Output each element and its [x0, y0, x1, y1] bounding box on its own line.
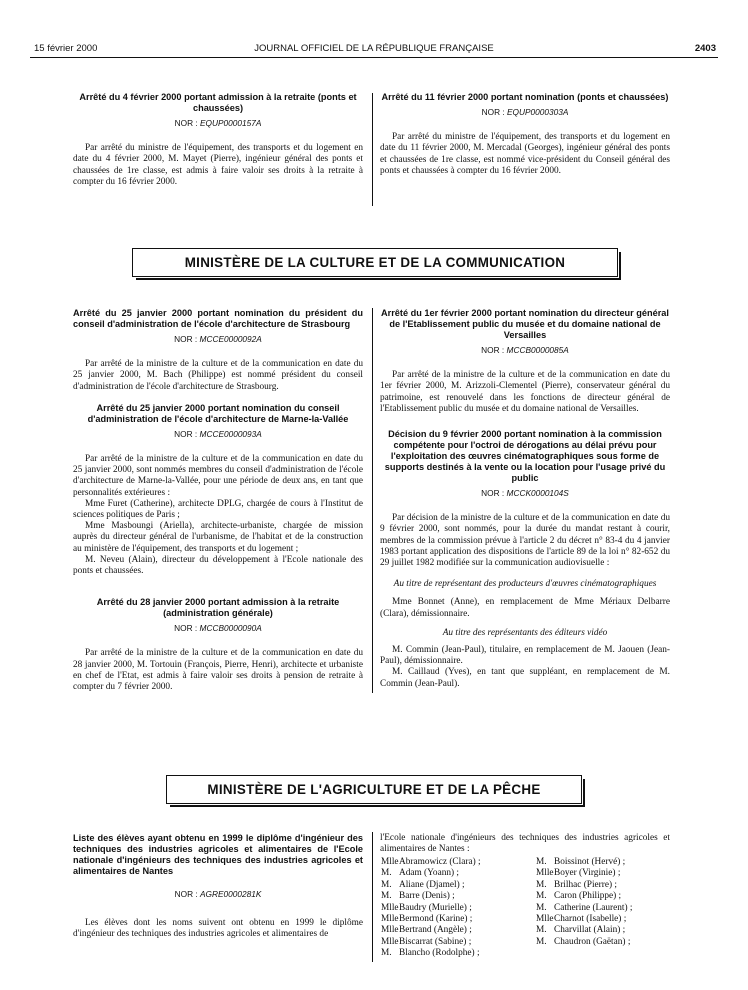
article-title: Arrêté du 25 janvier 2000 portant nomination du président du conseil d'administration de l'école d'architecture de Strasbourg [73, 308, 363, 329]
graduate-list-item [536, 891, 632, 902]
ministry-heading-agriculture: MINISTÈRE DE L'AGRICULTURE ET DE LA PÊCHE [166, 775, 582, 804]
article-title: Arrêté du 25 janvier 2000 portant nomination du conseil d'administration de l'école d'architecture de Marne-la-Vallée [87, 402, 349, 424]
graduate-list-left [381, 857, 481, 960]
article-text: Mme Bonnet (Anne), en remplacement de Mme Mériaux Delbarre (Clara), démissionnaire. [380, 597, 670, 619]
graduate-list-item [536, 880, 632, 891]
honorific: M. [536, 925, 547, 936]
graduate-name: Abramowicz (Clara) ; [399, 857, 481, 867]
article-title: Arrêté du 4 février 2000 portant admission à la retraite (ponts et chaussées) [79, 92, 357, 113]
article-text: Par arrêté de la ministre de la culture et de la communication en date du 1er février 2000, M. Arizzoli-Clementel (Pierre), conservateur général du patrimoine, est renouvelé dans les fonctions de directeur général de l'Etablissement public du musée et du domaine national de Versailles. [380, 370, 670, 414]
honorific: Mlle [536, 914, 554, 925]
section-subtitle: Au titre de représentant des producteurs d'œuvres cinématographiques [393, 579, 657, 590]
honorific: M. [536, 936, 547, 947]
honorific: M. [536, 857, 547, 867]
graduate-name: Chaudron (Gaëtan) ; [554, 936, 631, 947]
nor-reference: NOR : AGRE0000281K [174, 889, 262, 899]
graduate-list-item [381, 914, 481, 925]
article-text: Mme Furet (Catherine), architecte DPLG, chargée de cours à l'Institut de sciences politiques de Paris ; [73, 498, 363, 521]
honorific: Mlle [381, 925, 399, 936]
graduate-name: Catherine (Laurent) ; [554, 902, 633, 913]
graduate-list-item [536, 925, 632, 936]
graduate-list-item [381, 925, 481, 936]
article-title: Arrêté du 1er février 2000 portant nomination du directeur général de l'Etablissement public du musée et du domaine national de Versailles [381, 308, 669, 340]
nor-reference: NOR : MCCB0000085A [481, 345, 569, 355]
honorific: Mlle [381, 936, 399, 947]
honorific: M. [381, 948, 392, 959]
article-title: Arrêté du 11 février 2000 portant nomination (ponts et chaussées) [381, 92, 669, 102]
honorific: M. [381, 868, 392, 879]
graduate-name: Baudry (Murielle) ; [399, 902, 472, 913]
graduate-name: Charvillat (Alain) ; [554, 925, 626, 936]
article-text: Par décision de la ministre de la culture et de la communication en date du 9 février 2000, sont nommés, pour la durée du mandat restant à courir, membres de la commission prévue à l'article 2 du décret n° 83-4 du 4 janvier 1983 portant application des dispositions de l'article 89 de la loi n° 82-652 du 29 juillet 1982 modifiée sur la communication audiovisuelle : [380, 513, 670, 569]
graduate-list-item [381, 903, 481, 914]
graduate-name: Charnot (Isabelle) ; [554, 914, 627, 925]
graduate-name: Aliane (Djamel) ; [399, 879, 465, 890]
article-text: M. Commin (Jean-Paul), titulaire, en remplacement de M. Jaouen (Jean-Paul), démissionnaire. [380, 645, 670, 667]
graduate-name: Bertrand (Angèle) ; [399, 925, 472, 936]
honorific: M. [536, 891, 547, 902]
agriculture-right-column [380, 833, 670, 855]
graduate-name: Blancho (Rodolphe) ; [399, 948, 480, 959]
article-retraite-ponts [73, 92, 363, 188]
column-divider [372, 93, 373, 206]
article-text: M. Neveu (Alain), directeur du développement à l'Ecole nationale des ponts et chaussées. [73, 554, 363, 577]
graduate-name: Adam (Yoann) ; [399, 868, 459, 879]
graduate-list-item [381, 880, 481, 891]
graduate-list-item [381, 857, 481, 868]
article-text: Par arrêté de la ministre de la culture et de la communication en date du 25 janvier 2000, M. Bach (Philippe) est nommé président du conseil d'administration de l'école d'architecture de Strasbourg. [73, 359, 363, 392]
header-journal-title: JOURNAL OFFICIEL DE LA RÉPUBLIQUE FRANÇAISE [254, 43, 494, 54]
graduate-name: Biscarrat (Sabine) ; [399, 936, 472, 947]
header-date: 15 février 2000 [34, 43, 98, 54]
graduate-list-item [381, 891, 481, 902]
nor-reference: NOR : EQUP0000157A [174, 118, 262, 128]
section-subtitle: Au titre des représentants des éditeurs vidéo [442, 627, 608, 638]
graduate-name: Caron (Philippe) ; [554, 891, 622, 902]
nor-reference: NOR : MCCK0000104S [481, 488, 569, 499]
graduate-list-item [536, 868, 632, 879]
graduate-name: Bermond (Karine) ; [399, 914, 473, 925]
article-text: M. Caillaud (Yves), en tant que suppléant, en remplacement de M. Commin (Jean-Paul). [380, 667, 670, 689]
article-text: Les élèves dont les noms suivent ont obtenu en 1999 le diplôme d'ingénieur des techniques des industries agricoles et alimentaires de [73, 918, 363, 940]
graduate-name: Boyer (Virginie) ; [554, 868, 621, 879]
graduate-list-item [381, 868, 481, 879]
nor-reference: NOR : MCCB0000090A [174, 623, 262, 634]
nor-reference: NOR : MCCE0000093A [174, 428, 262, 439]
graduate-list-right [536, 857, 632, 948]
honorific: Mlle [381, 914, 399, 925]
graduate-list-item [536, 937, 632, 948]
graduate-name: Barre (Denis) ; [399, 891, 455, 902]
nor-reference: NOR : EQUP0000303A [481, 107, 569, 117]
honorific: Mlle [381, 902, 399, 913]
article-text: Mme Masboungi (Ariella), architecte-urbaniste, chargée de mission auprès du directeur général de l'urbanisme, de l'habitat et de la construction au ministère de l'équipement, des transports et du logement ; [73, 521, 363, 554]
column-divider [372, 832, 373, 962]
article-text: Par arrêté du ministre de l'équipement, des transports et du logement en date du 11 février 2000, M. Mercadal (Georges), ingénieur général des ponts et chaussées de 1re classe, est nommé vice-président du Conseil général des ponts et chaussées à compter du 16 février 2000. [380, 132, 670, 176]
header-page-number: 2403 [694, 43, 716, 54]
article-text: Par arrêté de la ministre de la culture et de la communication en date du 28 janvier 2000, M. Tortouin (François, Pierre, Henri), architecte et urbaniste en chef de l'Etat, est admis à faire valoir ses droits à pension de retraite à compter du 7 février 2000. [73, 648, 363, 693]
article-nomination-ponts [380, 92, 670, 177]
honorific: Mlle [381, 857, 399, 867]
honorific: M. [381, 879, 392, 890]
graduate-name: Boissinot (Hervé) ; [554, 857, 626, 867]
culture-left-column [73, 308, 363, 693]
article-text: l'Ecole nationale d'ingénieurs des techniques des industries agricoles et alimentaires de Nantes : [380, 833, 670, 855]
article-title: Liste des élèves ayant obtenu en 1999 le diplôme d'ingénieur des techniques des industries agricoles et alimentaires de l'Ecole nationale d'ingénieurs des techniques des industries agricoles et alimentaires de Nantes [73, 833, 363, 876]
ministry-heading-culture: MINISTÈRE DE LA CULTURE ET DE LA COMMUNICATION [132, 248, 618, 277]
article-title: Arrêté du 28 janvier 2000 portant admission à la retraite (administration générale) [96, 597, 340, 619]
article-title: Décision du 9 février 2000 portant nomination à la commission compétente pour l'octroi de dérogations au délai prévu pour l'exploitation des œuvres cinématographiques sous forme de supports destinés à la vente ou la location pour l'usage privé du public [384, 429, 666, 484]
article-text: Par arrêté de la ministre de la culture et de la communication en date du 25 janvier 2000, sont nommés membres du conseil d'administration de l'école d'architecture de Marne-la-Vallée, pour une période de deux ans, en tant que personnalités extérieures : [73, 454, 363, 498]
honorific: M. [536, 879, 547, 890]
column-divider [372, 308, 373, 693]
honorific: M. [381, 891, 392, 902]
graduate-list-item [381, 948, 481, 959]
culture-right-column [380, 308, 670, 690]
agriculture-left-column [73, 833, 363, 941]
graduate-list-item [381, 937, 481, 948]
graduate-list-item [536, 857, 632, 868]
graduate-list-item [536, 903, 632, 914]
honorific: M. [536, 902, 547, 913]
page-header [30, 43, 718, 58]
graduate-list-item [536, 914, 632, 925]
article-text: Par arrêté du ministre de l'équipement, des transports et du logement en date du 4 février 2000, M. Mayet (Pierre), ingénieur général des ponts et chaussées de 1re classe, est admis à faire valoir ses droits à la retraite à compter du 16 février 2000. [73, 143, 363, 187]
nor-reference: NOR : MCCE0000092A [174, 334, 262, 344]
graduate-name: Brilhac (Pierre) ; [554, 879, 617, 890]
honorific: Mlle [536, 868, 554, 879]
